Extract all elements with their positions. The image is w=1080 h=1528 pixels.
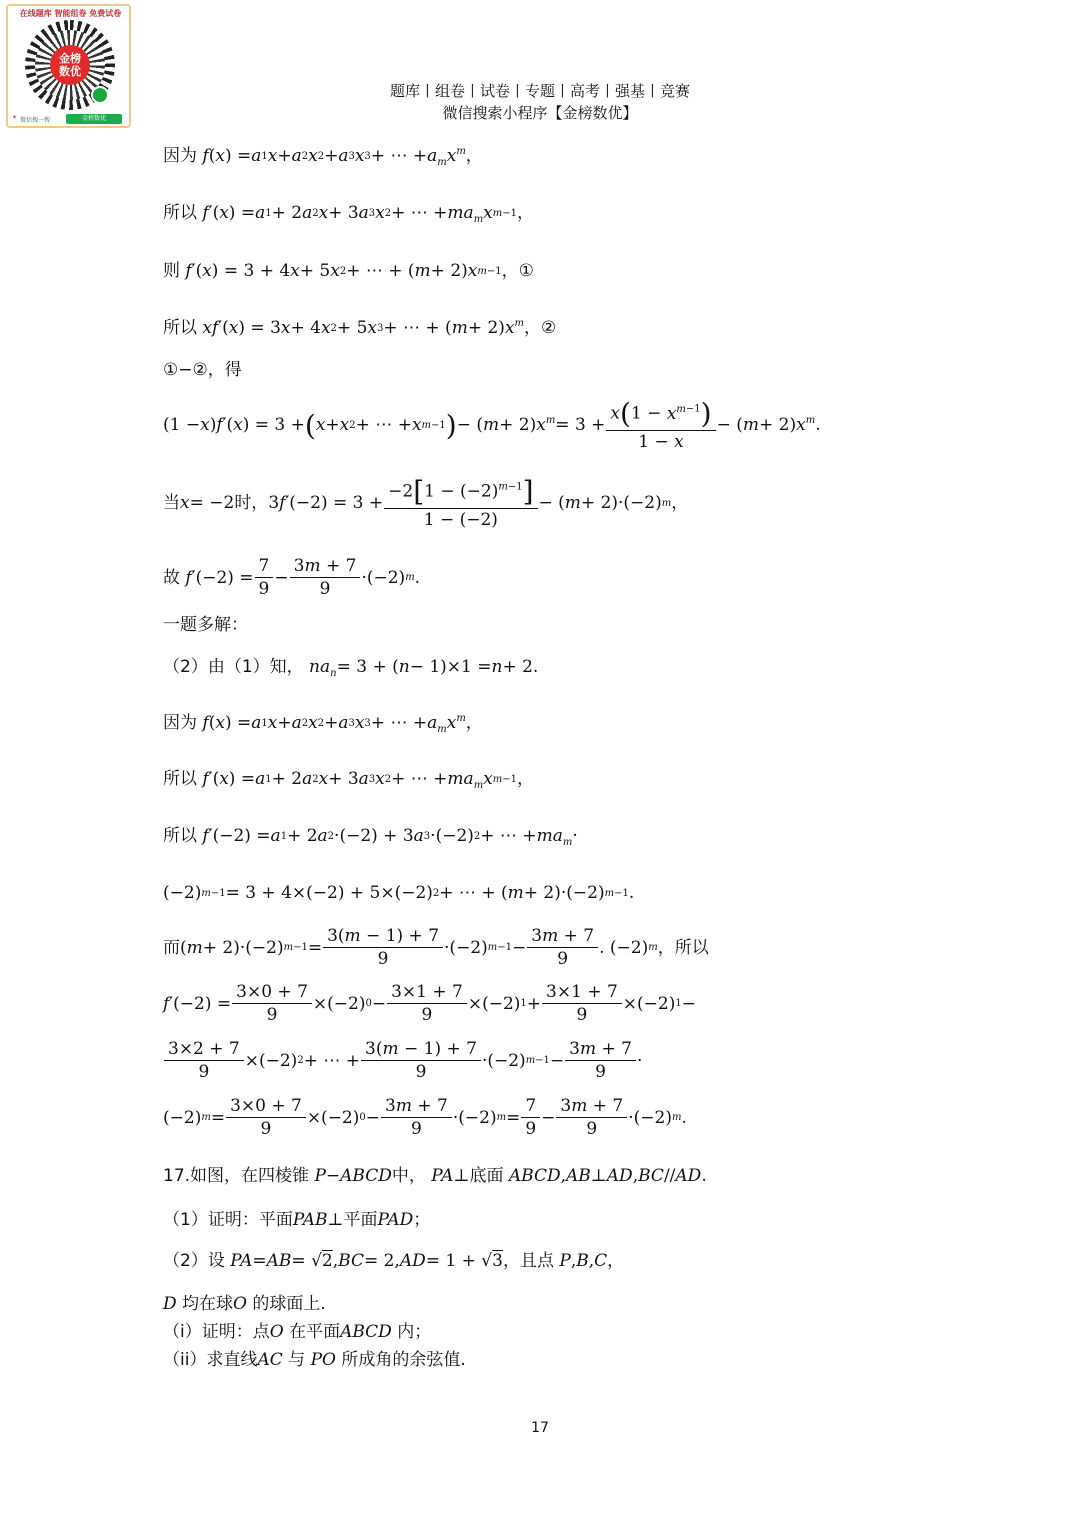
- math-line: f ′(−2) = $\frac{3\times 0 + 7}{9}$ ×(−2) 0 − $\frac{3\times 1 + 7}{9}$ ×(−2) 1 + $\frac{3\times 1 + 7}{9}$ ×(−2) 1 −: [163, 982, 696, 1025]
- search-button: 金榜数优: [66, 114, 122, 124]
- text-line: 一题多解：: [163, 615, 248, 635]
- math-line: 因为 f ( x ) = a 1 x + a 2 x 2 + a 3 x 3 + ⋯ + $a_mx^m$ ，: [163, 713, 483, 735]
- question-17: 17.如图，在四棱锥 P − ABCD 中， PA ⊥ 底面 ABCD , AB ⊥ AD , BC // AD .: [163, 1166, 707, 1186]
- math-line: 则 f ′( x ) = 3 + 4 x + 5 x 2 + ⋯ + ( m + 2) x m−1 ， ①: [163, 261, 534, 281]
- math-line: （2）由（1）知， $na_n$ = 3 + ( n − 1)×1 = n + 2.: [163, 657, 539, 679]
- header-links: 题库丨组卷丨试卷丨专题丨高考丨强基丨竞赛: [389, 82, 690, 100]
- page-number: 17: [531, 1420, 549, 1436]
- question-17-part-i: （i）证明：点 O 在平面 ABCD 内；: [163, 1322, 432, 1342]
- mini-program-icon: [91, 86, 109, 104]
- math-line: 所以 xf ′( x ) = 3 x + 4 x 2 + 5 x 3 + ⋯ + ( m + 2) $x^m$ ， ②: [163, 318, 557, 338]
- math-line: 所以 f ′(−2) = a 1 + 2 a 2 ·(−2) + 3 a 3 ·(−2) 2 + ⋯ + $ma_m$ ·: [163, 826, 578, 848]
- math-line: (−2) m−1 = 3 + 4×(−2) + 5×(−2) 2 + ⋯ + ( m + 2)·(−2) m−1 .: [163, 883, 635, 903]
- badge-footer: ✶ 微信搜一搜 金榜数优: [10, 114, 127, 125]
- math-line: (1 − x ) f ′( x ) = 3 + ( x + x 2 + ⋯ + x m−1 ) − ( m + 2) $x^m$ = 3 + $\frac{x(1 - x^{m-1})}{1 - x}$ − ( m + 2) $x^m$ .: [163, 397, 821, 452]
- math-line: 故 f ′(−2) = $\frac{7}{9}$ − $\frac{3m + 7}{9}$ ·(−2) m .: [163, 556, 421, 599]
- question-17-part-1: （1）证明：平面 PAB ⊥ 平面 PAD ；: [163, 1210, 431, 1230]
- math-line: 而 ( m + 2)·(−2) m−1 = $\frac{3(m - 1) + 7}{9}$ ·(−2) m−1 − $\frac{3m + 7}{9}$ . (−2) m ，所以: [163, 926, 709, 969]
- badge-slogan: 在线题库 智能组卷 免费试卷: [19, 9, 122, 18]
- math-line: 所以 f ′( x ) = a 1 + 2 a 2 x + 3 a 3 x 2 + ⋯ + $ma_mx$ m−1 ，: [163, 203, 534, 225]
- text-line: ①−②，得: [163, 360, 242, 380]
- brand-logo: 金榜 数优: [50, 45, 90, 85]
- star-icon: ✶: [12, 114, 18, 121]
- question-17-part-2-cont: D 均在球 O 的球面上.: [163, 1294, 326, 1314]
- math-line: 因为 f ( x ) = a 1 x + a 2 x 2 + a 3 x 3 + ⋯ + $a_mx^m$ ，: [163, 146, 483, 168]
- question-17-part-ii: （ii）求直线 AC 与 PO 所成角的余弦值.: [163, 1350, 466, 1370]
- math-line: (−2) m = $\frac{3\times 0 + 7}{9}$ ×(−2) 0 − $\frac{3m + 7}{9}$ ·(−2) m = $\frac{7}{9}$ − $\frac{3m + 7}{9}$ ·(−2) m .: [163, 1096, 687, 1139]
- question-17-part-2: （2）设 PA = AB = √ 2 , BC = 2, AD = 1 + √ 3 ，且点 P , B , C ，: [163, 1251, 625, 1271]
- logo-badge: [6, 4, 131, 128]
- math-line: 所以 f ′( x ) = a 1 + 2 a 2 x + 3 a 3 x 2 + ⋯ + $ma_mx$ m−1 ，: [163, 769, 534, 791]
- math-line: 当 x = −2 时， 3 f ′(−2) = 3 + $\frac{-2[1 - (-2)^{m-1}]}{1 - (-2)}$ − ( m + 2)·(−2) m ，: [163, 475, 689, 530]
- header-subtitle: 微信搜索小程序【金榜数优】: [442, 104, 638, 122]
- math-line: $\frac{3\times 2 + 7}{9}$ ×(−2) 2 + ⋯ + $\frac{3(m - 1) + 7}{9}$ ·(−2) m−1 − $\frac{3m + 7}{9}$ ·: [163, 1041, 642, 1081]
- qr-code-icon: [25, 20, 115, 110]
